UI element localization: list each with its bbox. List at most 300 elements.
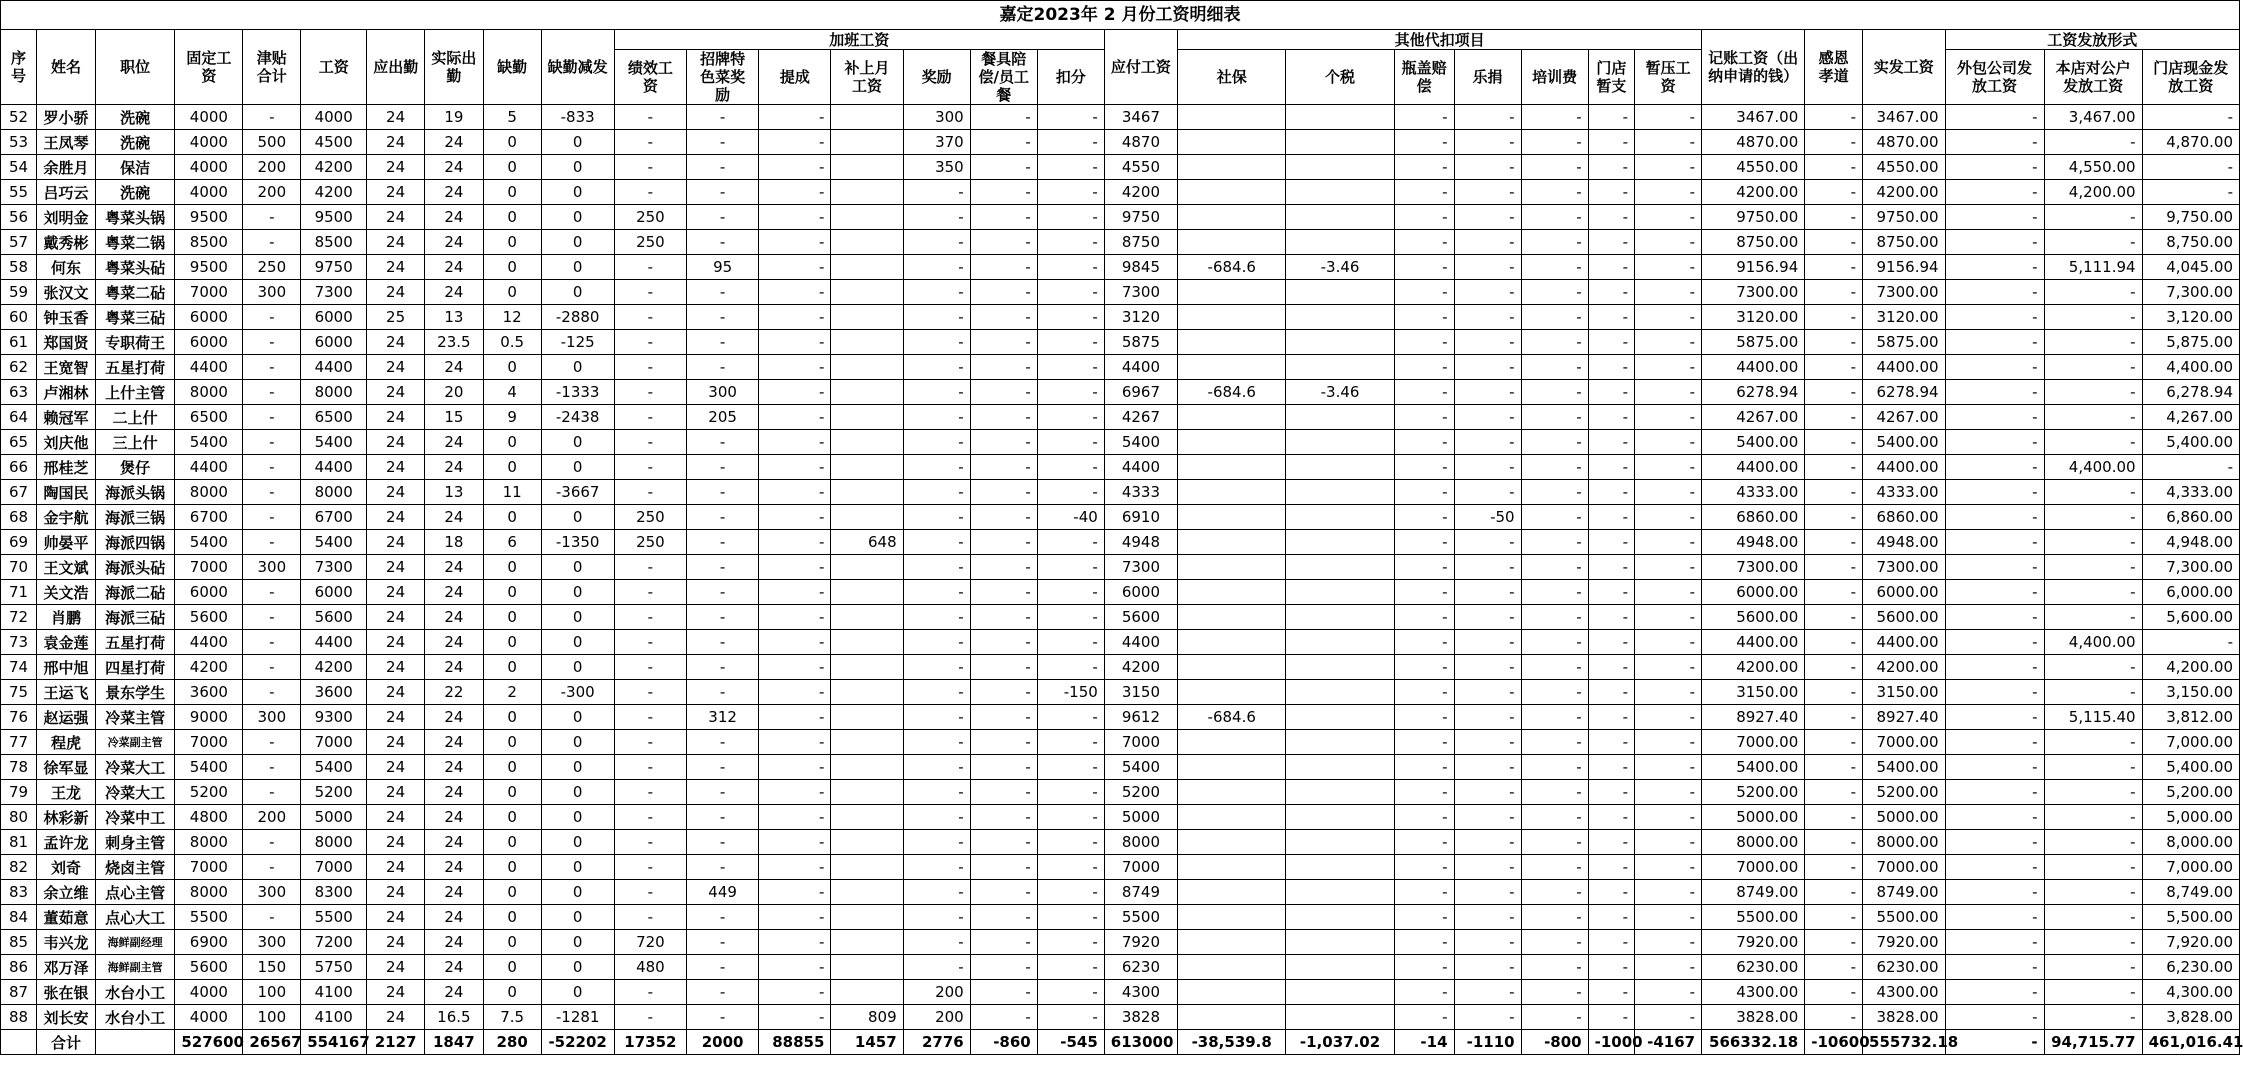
cell-wage: 5600 bbox=[301, 605, 367, 630]
cell-fixed: 5500 bbox=[175, 905, 243, 930]
cell-name: 刘奇 bbox=[37, 855, 96, 880]
cell-absent-deduct: -52202 bbox=[541, 1030, 614, 1055]
cell-compensation: - bbox=[970, 580, 1037, 605]
cell-bowl: - bbox=[1394, 605, 1454, 630]
cell-held: - bbox=[1635, 280, 1702, 305]
cell-compensation: - bbox=[970, 380, 1037, 405]
cell-absent: 0 bbox=[483, 505, 541, 530]
header-corporate: 本店对公户发放工资 bbox=[2044, 50, 2142, 105]
cell-cash: 4,870.00 bbox=[2142, 130, 2239, 155]
cell-absent: 0 bbox=[483, 580, 541, 605]
cell-actual: 24 bbox=[424, 280, 483, 305]
cell-outsource: - bbox=[1945, 505, 2044, 530]
cell-corporate: 4,550.00 bbox=[2044, 155, 2142, 180]
cell-bowl: - bbox=[1394, 105, 1454, 130]
cell-cash: 3,150.00 bbox=[2142, 680, 2239, 705]
cell-signature: - bbox=[687, 655, 759, 680]
cell-compensation: - bbox=[970, 880, 1037, 905]
cell-perf: - bbox=[614, 755, 686, 780]
cell-absent: 0 bbox=[483, 730, 541, 755]
cell-corporate: - bbox=[2044, 830, 2142, 855]
cell-bonus: - bbox=[903, 855, 970, 880]
cell-book-wage: 5200.00 bbox=[1702, 780, 1805, 805]
table-row bbox=[1, 330, 2240, 355]
cell-bowl: - bbox=[1394, 905, 1454, 930]
cell-name: 何东 bbox=[37, 255, 96, 280]
cell-deduction: - bbox=[1037, 230, 1104, 255]
cell-held: - bbox=[1635, 555, 1702, 580]
cell-training: - bbox=[1521, 880, 1588, 905]
cell-name: 王运飞 bbox=[37, 680, 96, 705]
cell-signature: - bbox=[687, 980, 759, 1005]
cell-held: - bbox=[1635, 955, 1702, 980]
cell-due: 24 bbox=[367, 355, 425, 380]
cell-fixed: 5400 bbox=[175, 430, 243, 455]
cell-seq: 52 bbox=[1, 105, 37, 130]
cell-actual: 24 bbox=[424, 930, 483, 955]
cell-actual: 24 bbox=[424, 155, 483, 180]
cell-actual-pay: 8749.00 bbox=[1863, 880, 1946, 905]
cell-book-wage: 4300.00 bbox=[1702, 980, 1805, 1005]
cell-actual: 1847 bbox=[424, 1030, 483, 1055]
cell-position: 粤菜二锅 bbox=[95, 230, 174, 255]
cell-wage: 5200 bbox=[301, 780, 367, 805]
table-row bbox=[1, 880, 2240, 905]
table-row bbox=[1, 180, 2240, 205]
cell-training: - bbox=[1521, 705, 1588, 730]
cell-donation: - bbox=[1454, 155, 1521, 180]
cell-corporate: 5,115.40 bbox=[2044, 705, 2142, 730]
cell-donation: - bbox=[1454, 205, 1521, 230]
cell-actual-pay: 7000.00 bbox=[1863, 855, 1946, 880]
cell-held: - bbox=[1635, 455, 1702, 480]
cell-bonus: 300 bbox=[903, 105, 970, 130]
cell-outsource: - bbox=[1945, 630, 2044, 655]
cell-position: 冷菜中工 bbox=[95, 805, 174, 830]
cell-perf: 250 bbox=[614, 530, 686, 555]
cell-signature: - bbox=[687, 355, 759, 380]
cell-actual: 22 bbox=[424, 680, 483, 705]
header-deduction: 扣分 bbox=[1037, 50, 1104, 105]
cell-seq: 71 bbox=[1, 580, 37, 605]
cell-cash: 5,200.00 bbox=[2142, 780, 2239, 805]
cell-payable: 3150 bbox=[1104, 680, 1177, 705]
cell-social bbox=[1178, 905, 1286, 930]
cell-donation: - bbox=[1454, 930, 1521, 955]
cell-seq: 59 bbox=[1, 280, 37, 305]
cell-bonus: - bbox=[903, 630, 970, 655]
cell-training: - bbox=[1521, 505, 1588, 530]
cell-book-wage: 5600.00 bbox=[1702, 605, 1805, 630]
cell-payable: 6910 bbox=[1104, 505, 1177, 530]
cell-absent: 0 bbox=[483, 980, 541, 1005]
cell-social bbox=[1178, 430, 1286, 455]
cell-payable: 5500 bbox=[1104, 905, 1177, 930]
cell-absent-deduct: 0 bbox=[541, 830, 614, 855]
cell-cash: 8,749.00 bbox=[2142, 880, 2239, 905]
header-position: 职位 bbox=[95, 30, 174, 105]
cell-perf: - bbox=[614, 130, 686, 155]
cell-cash: 4,333.00 bbox=[2142, 480, 2239, 505]
cell-held: - bbox=[1635, 980, 1702, 1005]
cell-deduction: -40 bbox=[1037, 505, 1104, 530]
cell-bonus: - bbox=[903, 405, 970, 430]
cell-seq: 84 bbox=[1, 905, 37, 930]
cell-seq: 86 bbox=[1, 955, 37, 980]
cell-payable: 4400 bbox=[1104, 455, 1177, 480]
cell-corporate: 3,467.00 bbox=[2044, 105, 2142, 130]
cell-cash: 4,267.00 bbox=[2142, 405, 2239, 430]
cell-outsource: - bbox=[1945, 130, 2044, 155]
cell-corporate: 4,400.00 bbox=[2044, 455, 2142, 480]
cell-held: - bbox=[1635, 480, 1702, 505]
cell-wage: 4100 bbox=[301, 980, 367, 1005]
cell-payable: 3828 bbox=[1104, 1005, 1177, 1030]
cell-donation: -50 bbox=[1454, 505, 1521, 530]
cell-book-wage: 5400.00 bbox=[1702, 755, 1805, 780]
table-row bbox=[1, 955, 2240, 980]
cell-gratitude: - bbox=[1805, 680, 1863, 705]
cell-bowl: - bbox=[1394, 205, 1454, 230]
header-signature: 招牌特色菜奖励 bbox=[687, 50, 759, 105]
cell-commission: - bbox=[759, 955, 831, 980]
table-row bbox=[1, 505, 2240, 530]
cell-commission: - bbox=[759, 105, 831, 130]
cell-outsource: - bbox=[1945, 805, 2044, 830]
cell-gratitude: - bbox=[1805, 830, 1863, 855]
cell-fixed: 9500 bbox=[175, 255, 243, 280]
cell-corporate: - bbox=[2044, 205, 2142, 230]
cell-book-wage: 4870.00 bbox=[1702, 130, 1805, 155]
cell-donation: - bbox=[1454, 280, 1521, 305]
cell-perf: 250 bbox=[614, 205, 686, 230]
cell-deduction: - bbox=[1037, 930, 1104, 955]
cell-perf: - bbox=[614, 430, 686, 455]
cell-cash: - bbox=[2142, 155, 2239, 180]
cell-due: 24 bbox=[367, 1005, 425, 1030]
cell-seq: 78 bbox=[1, 755, 37, 780]
cell-absent: 7.5 bbox=[483, 1005, 541, 1030]
cell-gratitude: - bbox=[1805, 155, 1863, 180]
cell-book-wage: 6230.00 bbox=[1702, 955, 1805, 980]
cell-seq: 54 bbox=[1, 155, 37, 180]
cell-actual: 13 bbox=[424, 305, 483, 330]
cell-gratitude: - bbox=[1805, 205, 1863, 230]
cell-name: 邓万泽 bbox=[37, 955, 96, 980]
cell-commission: - bbox=[759, 705, 831, 730]
cell-actual-pay: 3828.00 bbox=[1863, 1005, 1946, 1030]
cell-deduction: - bbox=[1037, 480, 1104, 505]
table-row bbox=[1, 855, 2240, 880]
cell-tax bbox=[1286, 680, 1394, 705]
cell-store-advance: - bbox=[1588, 980, 1634, 1005]
cell-seq: 75 bbox=[1, 680, 37, 705]
cell-donation: - bbox=[1454, 680, 1521, 705]
table-row bbox=[1, 155, 2240, 180]
cell-supplement bbox=[831, 655, 903, 680]
cell-store-advance: - bbox=[1588, 155, 1634, 180]
cell-actual-pay: 4400.00 bbox=[1863, 355, 1946, 380]
cell-position: 海派三锅 bbox=[95, 505, 174, 530]
cell-book-wage: 4948.00 bbox=[1702, 530, 1805, 555]
cell-deduction: - bbox=[1037, 405, 1104, 430]
cell-perf: - bbox=[614, 605, 686, 630]
cell-commission: - bbox=[759, 305, 831, 330]
cell-bonus: - bbox=[903, 455, 970, 480]
cell-held: - bbox=[1635, 780, 1702, 805]
cell-store-advance: - bbox=[1588, 630, 1634, 655]
cell-payable: 5200 bbox=[1104, 780, 1177, 805]
cell-actual: 24 bbox=[424, 505, 483, 530]
cell-cash: 7,300.00 bbox=[2142, 555, 2239, 580]
cell-bonus: 2776 bbox=[903, 1030, 970, 1055]
cell-social bbox=[1178, 155, 1286, 180]
cell-book-wage: 8749.00 bbox=[1702, 880, 1805, 905]
header-store-advance: 门店暂支 bbox=[1588, 50, 1634, 105]
cell-position: 五星打荷 bbox=[95, 355, 174, 380]
cell-fixed: 6500 bbox=[175, 405, 243, 430]
cell-corporate: - bbox=[2044, 655, 2142, 680]
cell-supplement bbox=[831, 580, 903, 605]
cell-tax bbox=[1286, 1005, 1394, 1030]
cell-training: - bbox=[1521, 755, 1588, 780]
cell-actual-pay: 4948.00 bbox=[1863, 530, 1946, 555]
cell-perf: - bbox=[614, 330, 686, 355]
cell-wage: 4200 bbox=[301, 155, 367, 180]
cell-wage: 9300 bbox=[301, 705, 367, 730]
cell-bowl: - bbox=[1394, 355, 1454, 380]
cell-perf: 720 bbox=[614, 930, 686, 955]
cell-supplement bbox=[831, 480, 903, 505]
table-row bbox=[1, 480, 2240, 505]
cell-due: 24 bbox=[367, 530, 425, 555]
cell-store-advance: - bbox=[1588, 805, 1634, 830]
cell-perf: 17352 bbox=[614, 1030, 686, 1055]
cell-gratitude: - bbox=[1805, 780, 1863, 805]
cell-absent-deduct: 0 bbox=[541, 455, 614, 480]
cell-outsource: - bbox=[1945, 880, 2044, 905]
cell-outsource: - bbox=[1945, 430, 2044, 455]
cell-book-wage: 9750.00 bbox=[1702, 205, 1805, 230]
cell-outsource: - bbox=[1945, 1005, 2044, 1030]
cell-allowance: - bbox=[243, 305, 301, 330]
cell-outsource: - bbox=[1945, 780, 2044, 805]
cell-tax bbox=[1286, 705, 1394, 730]
cell-name: 刘明金 bbox=[37, 205, 96, 230]
cell-social: -684.6 bbox=[1178, 255, 1286, 280]
cell-actual-pay: 5400.00 bbox=[1863, 430, 1946, 455]
cell-fixed: 7000 bbox=[175, 855, 243, 880]
cell-wage: 8000 bbox=[301, 480, 367, 505]
cell-held: - bbox=[1635, 405, 1702, 430]
cell-commission: - bbox=[759, 280, 831, 305]
cell-compensation: - bbox=[970, 355, 1037, 380]
cell-cash: 7,000.00 bbox=[2142, 855, 2239, 880]
cell-training: - bbox=[1521, 280, 1588, 305]
cell-position: 点心主管 bbox=[95, 880, 174, 905]
cell-allowance: - bbox=[243, 755, 301, 780]
cell-perf: - bbox=[614, 780, 686, 805]
header-compensation: 餐具陪偿/员工餐 bbox=[970, 50, 1037, 105]
cell-training: - bbox=[1521, 430, 1588, 455]
cell-cash: 6,000.00 bbox=[2142, 580, 2239, 605]
cell-deduction: - bbox=[1037, 130, 1104, 155]
cell-corporate: - bbox=[2044, 730, 2142, 755]
cell-position: 洗碗 bbox=[95, 130, 174, 155]
cell-due: 24 bbox=[367, 605, 425, 630]
cell-actual-pay: 4400.00 bbox=[1863, 630, 1946, 655]
cell-gratitude: - bbox=[1805, 455, 1863, 480]
cell-corporate: - bbox=[2044, 780, 2142, 805]
cell-supplement bbox=[831, 305, 903, 330]
cell-bowl: - bbox=[1394, 805, 1454, 830]
cell-training: - bbox=[1521, 655, 1588, 680]
cell-cash: - bbox=[2142, 180, 2239, 205]
cell-bowl: - bbox=[1394, 405, 1454, 430]
cell-deduction: - bbox=[1037, 280, 1104, 305]
cell-actual-pay: 6230.00 bbox=[1863, 955, 1946, 980]
cell-store-advance: - bbox=[1588, 655, 1634, 680]
cell-wage: 5000 bbox=[301, 805, 367, 830]
cell-payable: 4200 bbox=[1104, 180, 1177, 205]
cell-donation: - bbox=[1454, 605, 1521, 630]
cell-payable: 9612 bbox=[1104, 705, 1177, 730]
cell-supplement bbox=[831, 155, 903, 180]
cell-absent-deduct: 0 bbox=[541, 555, 614, 580]
cell-payable: 6230 bbox=[1104, 955, 1177, 980]
total-row bbox=[1, 1030, 2240, 1055]
cell-wage: 4400 bbox=[301, 455, 367, 480]
cell-name: 韦兴龙 bbox=[37, 930, 96, 955]
cell-corporate: - bbox=[2044, 755, 2142, 780]
cell-held: - bbox=[1635, 105, 1702, 130]
cell-bowl: - bbox=[1394, 780, 1454, 805]
cell-actual-pay: 3120.00 bbox=[1863, 305, 1946, 330]
cell-fixed: 527600 bbox=[175, 1030, 243, 1055]
cell-book-wage: 3828.00 bbox=[1702, 1005, 1805, 1030]
cell-seq: 57 bbox=[1, 230, 37, 255]
cell-position: 洗碗 bbox=[95, 180, 174, 205]
cell-gratitude: - bbox=[1805, 755, 1863, 780]
cell-training: - bbox=[1521, 180, 1588, 205]
cell-tax bbox=[1286, 730, 1394, 755]
cell-supplement bbox=[831, 855, 903, 880]
cell-name: 徐军显 bbox=[37, 755, 96, 780]
cell-donation: - bbox=[1454, 955, 1521, 980]
cell-payable: 4400 bbox=[1104, 355, 1177, 380]
cell-position: 景东学生 bbox=[95, 680, 174, 705]
cell-store-advance: - bbox=[1588, 855, 1634, 880]
cell-perf: - bbox=[614, 580, 686, 605]
cell-social bbox=[1178, 305, 1286, 330]
cell-wage: 6700 bbox=[301, 505, 367, 530]
table-row bbox=[1, 555, 2240, 580]
cell-book-wage: 7920.00 bbox=[1702, 930, 1805, 955]
cell-due: 24 bbox=[367, 705, 425, 730]
table-row bbox=[1, 530, 2240, 555]
cell-commission: - bbox=[759, 155, 831, 180]
cell-training: - bbox=[1521, 805, 1588, 830]
cell-due: 24 bbox=[367, 430, 425, 455]
cell-name: 孟许龙 bbox=[37, 830, 96, 855]
cell-tax bbox=[1286, 405, 1394, 430]
cell-donation: - bbox=[1454, 655, 1521, 680]
cell-held: - bbox=[1635, 1005, 1702, 1030]
cell-training: - bbox=[1521, 955, 1588, 980]
cell-social bbox=[1178, 230, 1286, 255]
cell-due: 24 bbox=[367, 955, 425, 980]
cell-supplement bbox=[831, 705, 903, 730]
cell-fixed: 4000 bbox=[175, 1005, 243, 1030]
cell-seq: 83 bbox=[1, 880, 37, 905]
cell-signature: 449 bbox=[687, 880, 759, 905]
cell-payable: 613000 bbox=[1104, 1030, 1177, 1055]
cell-actual: 24 bbox=[424, 955, 483, 980]
cell-supplement bbox=[831, 255, 903, 280]
cell-outsource: - bbox=[1945, 705, 2044, 730]
cell-absent: 0.5 bbox=[483, 330, 541, 355]
cell-absent-deduct: -125 bbox=[541, 330, 614, 355]
cell-signature: - bbox=[687, 155, 759, 180]
cell-tax bbox=[1286, 105, 1394, 130]
cell-bowl: - bbox=[1394, 730, 1454, 755]
cell-bowl: - bbox=[1394, 755, 1454, 780]
cell-seq: 68 bbox=[1, 505, 37, 530]
cell-cash: 8,000.00 bbox=[2142, 830, 2239, 855]
cell-actual: 16.5 bbox=[424, 1005, 483, 1030]
cell-actual: 24 bbox=[424, 430, 483, 455]
cell-signature: - bbox=[687, 630, 759, 655]
cell-seq bbox=[1, 1030, 37, 1055]
cell-donation: - bbox=[1454, 105, 1521, 130]
cell-social bbox=[1178, 355, 1286, 380]
cell-deduction: - bbox=[1037, 155, 1104, 180]
cell-gratitude: - bbox=[1805, 605, 1863, 630]
cell-actual: 13 bbox=[424, 480, 483, 505]
cell-donation: - bbox=[1454, 530, 1521, 555]
cell-fixed: 6900 bbox=[175, 930, 243, 955]
cell-training: - bbox=[1521, 480, 1588, 505]
cell-corporate: - bbox=[2044, 555, 2142, 580]
cell-wage: 5750 bbox=[301, 955, 367, 980]
cell-absent: 0 bbox=[483, 130, 541, 155]
cell-position: 海派头砧 bbox=[95, 555, 174, 580]
cell-wage: 7300 bbox=[301, 555, 367, 580]
cell-payable: 4200 bbox=[1104, 655, 1177, 680]
cell-fixed: 6700 bbox=[175, 505, 243, 530]
cell-payable: 4948 bbox=[1104, 530, 1177, 555]
cell-social bbox=[1178, 130, 1286, 155]
cell-actual: 24 bbox=[424, 355, 483, 380]
cell-bonus: - bbox=[903, 705, 970, 730]
cell-cash: 5,875.00 bbox=[2142, 330, 2239, 355]
cell-commission: - bbox=[759, 755, 831, 780]
cell-corporate: - bbox=[2044, 1005, 2142, 1030]
header-name: 姓名 bbox=[37, 30, 96, 105]
cell-compensation: - bbox=[970, 905, 1037, 930]
cell-wage: 6000 bbox=[301, 580, 367, 605]
cell-held: - bbox=[1635, 130, 1702, 155]
cell-compensation: - bbox=[970, 1005, 1037, 1030]
cell-signature: - bbox=[687, 505, 759, 530]
cell-bowl: - bbox=[1394, 505, 1454, 530]
cell-tax bbox=[1286, 905, 1394, 930]
cell-compensation: - bbox=[970, 455, 1037, 480]
cell-allowance: - bbox=[243, 105, 301, 130]
cell-corporate: - bbox=[2044, 805, 2142, 830]
cell-commission: - bbox=[759, 430, 831, 455]
cell-allowance: - bbox=[243, 830, 301, 855]
